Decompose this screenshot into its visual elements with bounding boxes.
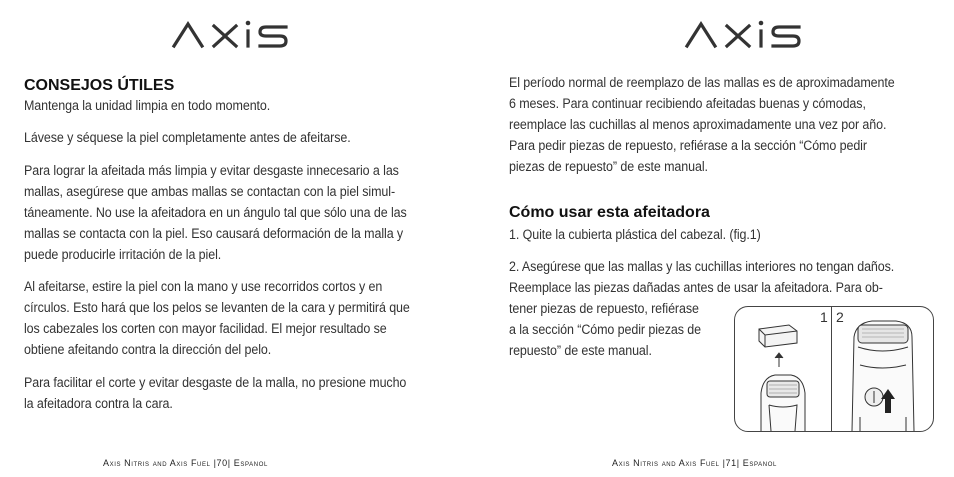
tip-paragraph-5: Para facilitar el corte y evitar desgaste de la malla, no presione mucho la afeitadora contra la cara. <box>24 375 407 412</box>
step-2: 2. Asegúrese que las mallas y las cuchillas interiores no tengan daños. Reemplace las piezas dañadas antes de usar la afeitadora. Para ob- tener piezas de repuesto, refiérase a la sección “Cómo pedir piezas de repuesto” de este manual. <box>509 259 895 359</box>
tip-paragraph-4: Al afeitarse, estire la piel con la mano y use recorridos cortos y en círculos. Esto hará que los pelos se levanten de la cara y permitirá que los cabezales los corten con mayor facilidad. El mejor resultado se obtiene afeitando contra la dirección del pelo. <box>24 279 410 358</box>
replacement-paragraph: El período normal de reemplazo de las mallas es de aproximadamente 6 meses. Para continuar recibiendo afeitadas buenas y cómodas, reemplace las cuchillas al menos aproximadamente una vez por año. Para pedir piezas de repuesto, refiérase a la sección “Cómo pedir piezas de repuesto” de este manual. <box>509 75 895 175</box>
figure-label-1: 1 <box>820 309 828 325</box>
tip-paragraph-2: Lávese y séquese la piel completamente antes de afeitarse. <box>24 130 351 146</box>
page-footer-71: Axis Nitris and Axis Fuel |71| Espanol <box>612 458 777 468</box>
step-1: 1. Quite la cubierta plástica del cabezal. (fig.1) <box>509 227 761 243</box>
fig2-shaver-drawing <box>832 307 933 431</box>
tip-paragraph-1: Mantenga la unidad limpia en todo momento. <box>24 98 271 114</box>
page-footer-70: Axis Nitris and Axis Fuel |70| Espanol <box>103 458 268 468</box>
figure-label-2: 2 <box>836 309 844 325</box>
usage-heading: Cómo usar esta afeitadora <box>509 204 710 221</box>
tips-heading: CONSEJOS ÚTILES <box>24 77 175 94</box>
axis-logo <box>681 14 821 54</box>
right-page <box>477 0 954 477</box>
shaver-illustration <box>734 306 934 432</box>
tip-paragraph-3: Para lograr la afeitada más limpia y evitar desgaste innecesario a las mallas, asegúrese que ambas mallas se contactan con la piel simul- táneamente. No use la afeitadora en un ángulo tal que sólo una de las mallas se contacta con la piel. Eso causará deformación de la malla y puede producirle irritación de la piel. <box>24 163 407 263</box>
axis-logo <box>168 14 308 54</box>
fig1-cover-removal-drawing <box>735 307 831 431</box>
